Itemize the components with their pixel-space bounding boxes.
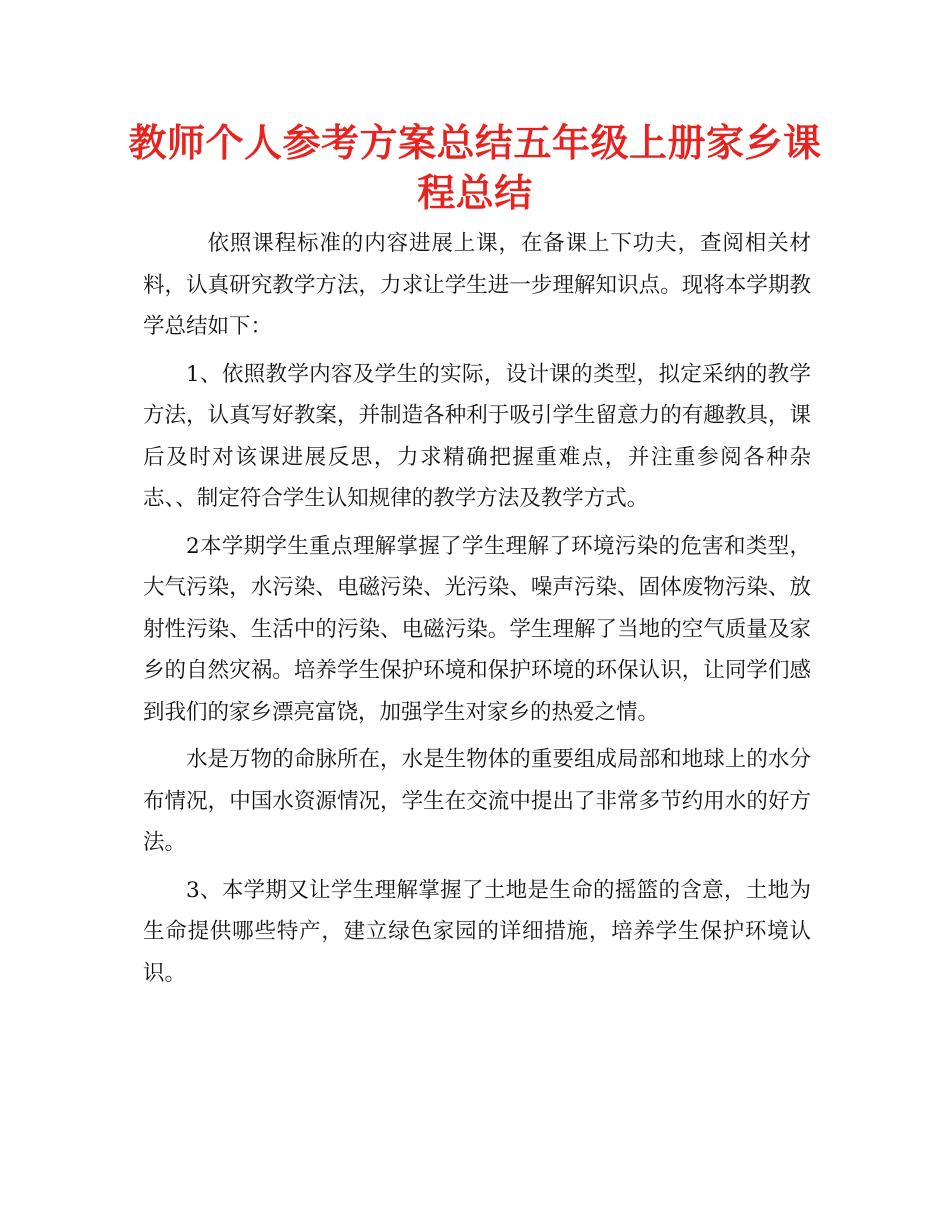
paragraph-point-3: 3、本学期又让学生理解掌握了土地是生命的摇篮的含意，土地为生命提供哪些特产，建立绿色家园的详细措施，培养学生保护环境认识。 — [143, 877, 811, 986]
paragraph-water: 水是万物的命脉所在，水是生物体的重要组成局部和地球上的水分布情况，中国水资源情况，学生在交流中提出了非常多节约用水的好方法。 — [143, 747, 811, 855]
document-body — [143, 223, 811, 1000]
paragraph-point-1: 1、依照教学内容及学生的实际，设计课的类型，拟定采纳的教学方法，认真写好教案，并制造各种利于吸引学生留意力的有趣教具，课后及时对该课进展反思，力求精确把握重难点，并注重参阅各种杂志、、制定符合学生认知规律的教学方法及教学方式。 — [143, 361, 811, 511]
document-title: 教师个人参考方案总结五年级上册家乡课程总结 — [128, 121, 822, 215]
paragraph-intro: 依照课程标准的内容进展上课，在备课上下功夫，查阅相关材料，认真研究教学方法，力求让学生进一步理解知识点。现将本学期教学总结如下： — [143, 231, 811, 339]
paragraph-point-2: 2本学期学生重点理解掌握了学生理解了环境污染的危害和类型，大气污染，水污染、电磁污染、光污染、噪声污染、固体废物污染、放射性污染、生活中的污染、电磁污染。学生理解了当地的空气质量及家乡的自然灾祸。培养学生保护环境和保护环境的环保认识，让同学们感到我们的家乡漂亮富饶，加强学生对家乡的热爱之情。 — [143, 533, 811, 725]
